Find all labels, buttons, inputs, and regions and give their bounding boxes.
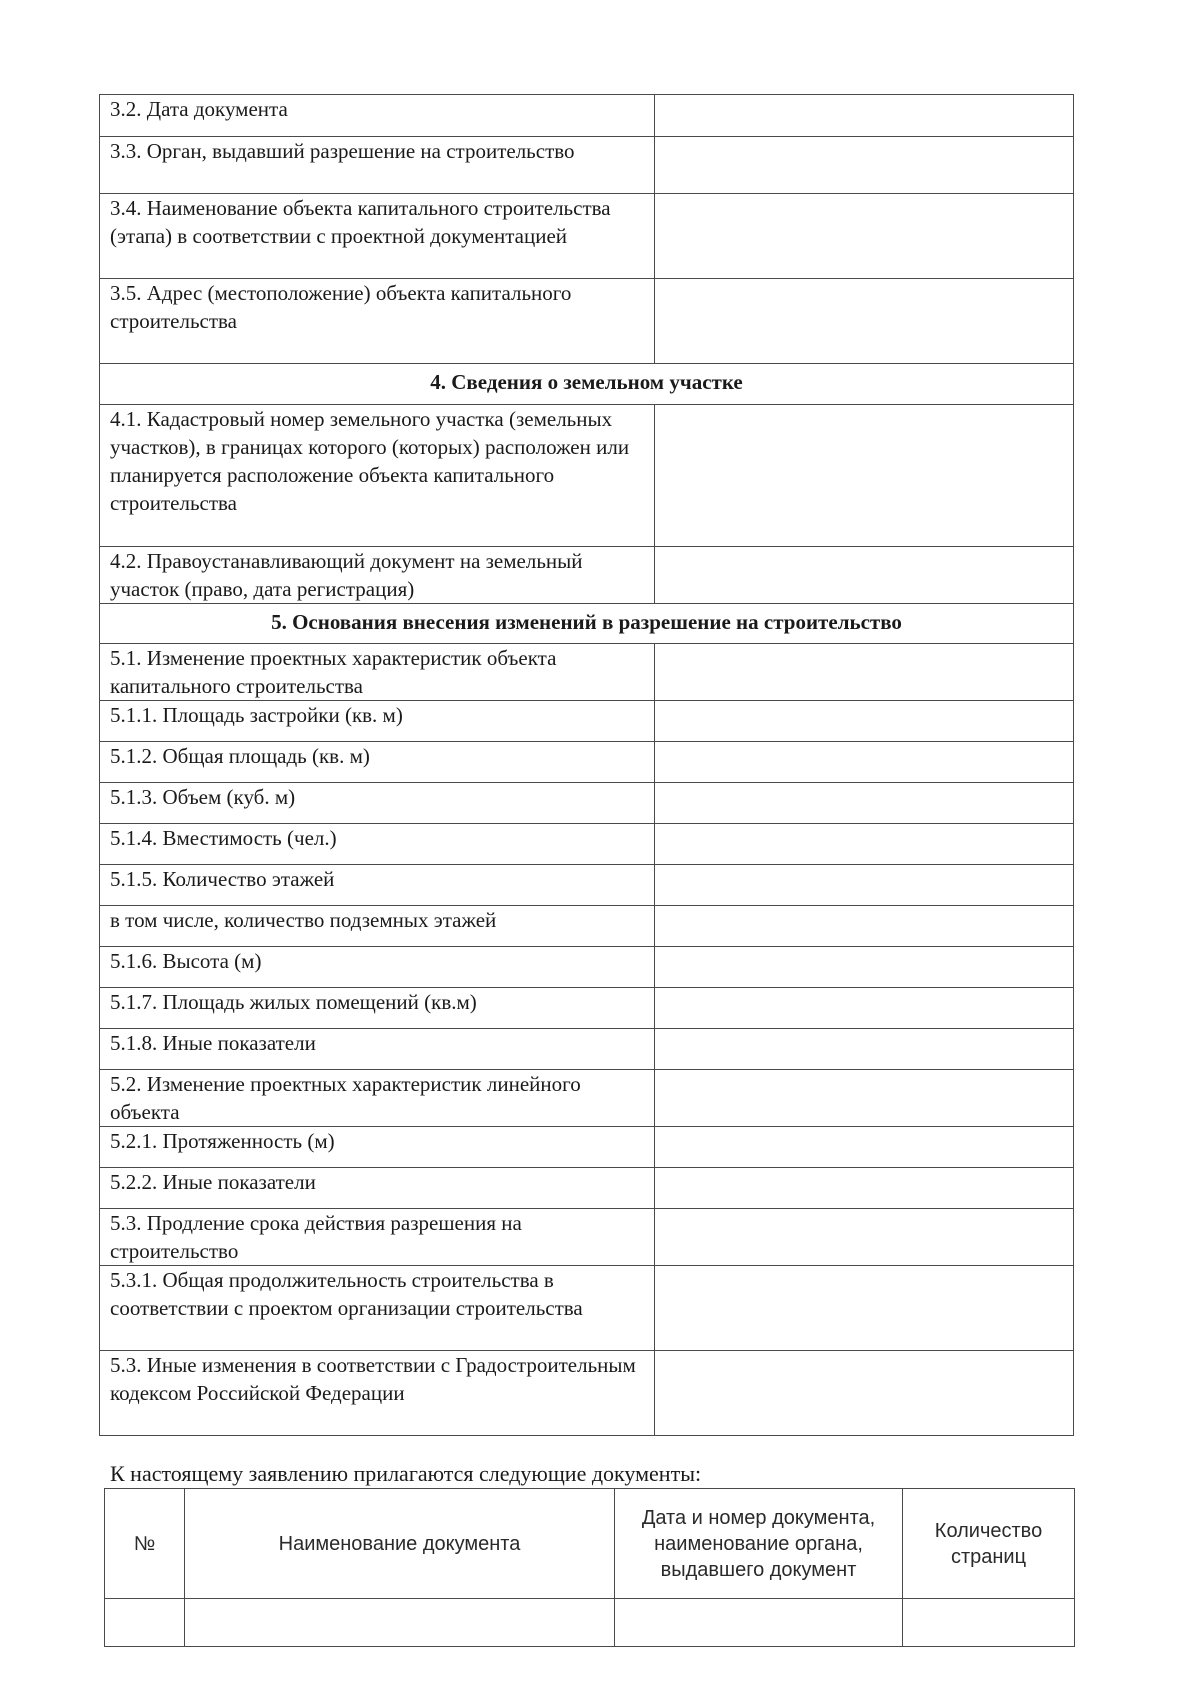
field-value-cell[interactable] xyxy=(655,742,1074,783)
field-value-cell[interactable] xyxy=(655,1266,1074,1351)
field-label: 3.3. Орган, выдавший разрешение на строительство xyxy=(100,137,655,194)
attachments-row xyxy=(105,1599,1075,1647)
field-value-cell[interactable] xyxy=(655,988,1074,1029)
field-label: 4.2. Правоустанавливающий документ на земельный участок (право, дата регистрация) xyxy=(100,547,655,604)
field-value-cell[interactable] xyxy=(655,1351,1074,1436)
field-value-cell[interactable] xyxy=(655,865,1074,906)
form-row xyxy=(100,783,1074,824)
field-label: 5.1.8. Иные показатели xyxy=(100,1029,655,1070)
field-value-cell[interactable] xyxy=(655,1070,1074,1127)
section-heading: 5. Основания внесения изменений в разрешение на строительство xyxy=(100,604,1074,644)
attachments-header-row xyxy=(105,1489,1075,1599)
form-row xyxy=(100,644,1074,701)
form-row xyxy=(100,742,1074,783)
field-label: 5.1.3. Объем (куб. м) xyxy=(100,783,655,824)
section-heading: 4. Сведения о земельном участке xyxy=(100,364,1074,405)
field-value-cell[interactable] xyxy=(655,137,1074,194)
field-value-cell[interactable] xyxy=(655,1029,1074,1070)
field-value-cell[interactable] xyxy=(655,1127,1074,1168)
application-form-table xyxy=(99,94,1074,1436)
field-value-cell[interactable] xyxy=(655,824,1074,865)
field-label: в том числе, количество подземных этажей xyxy=(100,906,655,947)
form-row xyxy=(100,1168,1074,1209)
attachment-name-cell[interactable] xyxy=(185,1599,615,1647)
form-row xyxy=(100,1070,1074,1127)
field-label: 3.5. Адрес (местоположение) объекта капитального строительства xyxy=(100,279,655,364)
field-label: 5.2.2. Иные показатели xyxy=(100,1168,655,1209)
field-label: 5.1.5. Количество этажей xyxy=(100,865,655,906)
field-label: 5.3.1. Общая продолжительность строительства в соответствии с проектом организации строительства xyxy=(100,1266,655,1351)
header-number: № xyxy=(105,1489,185,1599)
attachments-caption: К настоящему заявлению прилагаются следующие документы: xyxy=(110,1461,702,1486)
form-row xyxy=(100,906,1074,947)
attachment-date-cell[interactable] xyxy=(615,1599,903,1647)
field-label: 5.1.7. Площадь жилых помещений (кв.м) xyxy=(100,988,655,1029)
form-row xyxy=(100,1351,1074,1436)
attachments-table xyxy=(104,1488,1075,1647)
header-document-date-issuer: Дата и номер документа, наименование органа, выдавшего документ xyxy=(615,1489,903,1599)
field-label: 5.1.6. Высота (м) xyxy=(100,947,655,988)
form-row xyxy=(100,137,1074,194)
field-label: 5.3. Продление срока действия разрешения на строительство xyxy=(100,1209,655,1266)
form-row xyxy=(100,1127,1074,1168)
field-label: 4.1. Кадастровый номер земельного участка (земельных участков), в границах которого (которых) расположен или планируется расположение объекта капитального строительства xyxy=(100,405,655,547)
section-heading-row xyxy=(100,604,1074,644)
field-label: 5.2.1. Протяженность (м) xyxy=(100,1127,655,1168)
attachment-number-cell[interactable] xyxy=(105,1599,185,1647)
form-row xyxy=(100,865,1074,906)
attachment-pages-cell[interactable] xyxy=(903,1599,1075,1647)
header-document-name: Наименование документа xyxy=(185,1489,615,1599)
form-row xyxy=(100,824,1074,865)
field-value-cell[interactable] xyxy=(655,194,1074,279)
field-label: 5.3. Иные изменения в соответствии с Градостроительным кодексом Российской Федерации xyxy=(100,1351,655,1436)
form-row xyxy=(100,1266,1074,1351)
field-label: 5.1.2. Общая площадь (кв. м) xyxy=(100,742,655,783)
field-label: 5.1.4. Вместимость (чел.) xyxy=(100,824,655,865)
form-row xyxy=(100,279,1074,364)
form-row xyxy=(100,95,1074,137)
form-row xyxy=(100,988,1074,1029)
field-label: 5.2. Изменение проектных характеристик линейного объекта xyxy=(100,1070,655,1127)
field-label: 3.4. Наименование объекта капитального строительства (этапа) в соответствии с проектной документацией xyxy=(100,194,655,279)
field-value-cell[interactable] xyxy=(655,906,1074,947)
section-heading-row xyxy=(100,364,1074,405)
header-page-count: Количество страниц xyxy=(903,1489,1075,1599)
field-label: 5.1. Изменение проектных характеристик объекта капитального строительства xyxy=(100,644,655,701)
field-value-cell[interactable] xyxy=(655,783,1074,824)
form-row xyxy=(100,547,1074,604)
form-row xyxy=(100,194,1074,279)
field-value-cell[interactable] xyxy=(655,701,1074,742)
form-row xyxy=(100,405,1074,547)
field-value-cell[interactable] xyxy=(655,1209,1074,1266)
field-value-cell[interactable] xyxy=(655,405,1074,547)
field-value-cell[interactable] xyxy=(655,95,1074,137)
form-row xyxy=(100,947,1074,988)
field-label: 5.1.1. Площадь застройки (кв. м) xyxy=(100,701,655,742)
field-value-cell[interactable] xyxy=(655,547,1074,604)
form-row xyxy=(100,701,1074,742)
form-row xyxy=(100,1209,1074,1266)
field-value-cell[interactable] xyxy=(655,947,1074,988)
field-value-cell[interactable] xyxy=(655,279,1074,364)
field-value-cell[interactable] xyxy=(655,1168,1074,1209)
field-value-cell[interactable] xyxy=(655,644,1074,701)
form-row xyxy=(100,1029,1074,1070)
field-label: 3.2. Дата документа xyxy=(100,95,655,137)
